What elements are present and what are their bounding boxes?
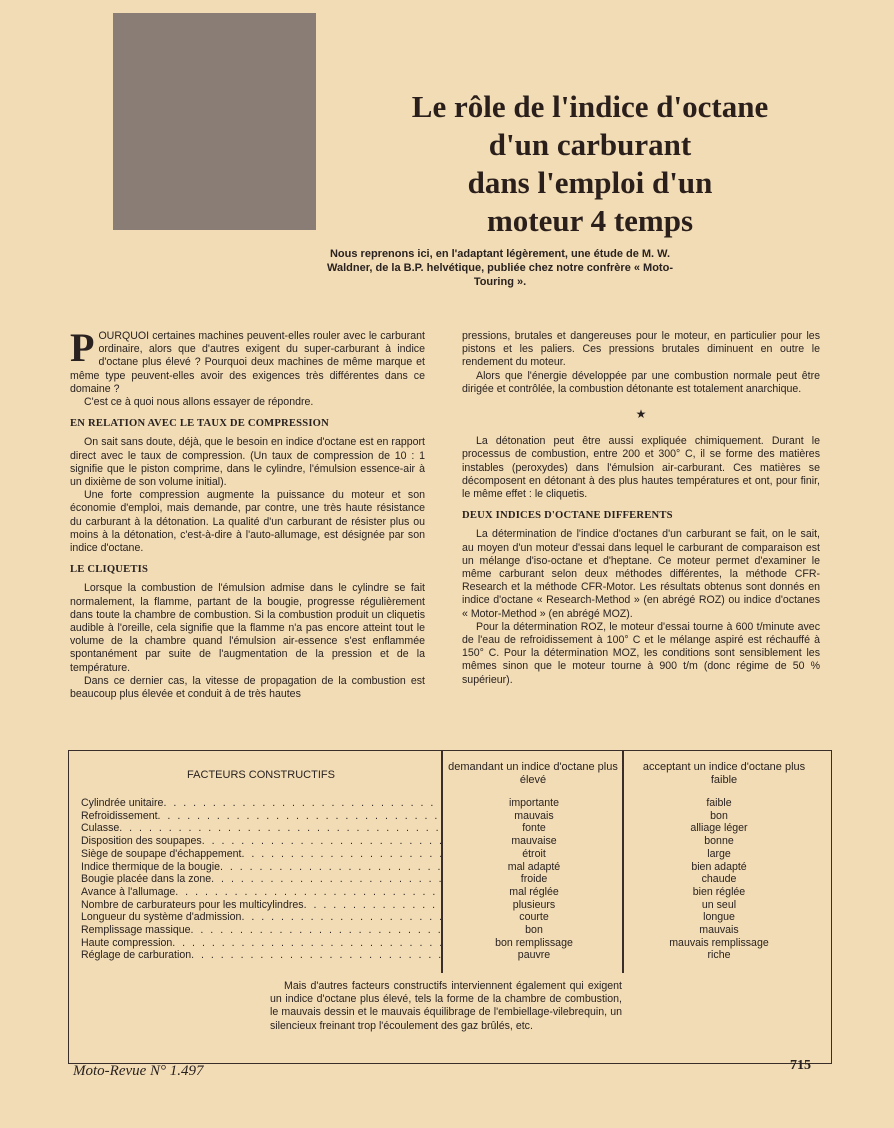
low-octane-value: mauvais — [699, 924, 739, 937]
low-octane-value: bonne — [704, 835, 734, 848]
low-octane-value: alliage léger — [690, 822, 748, 835]
factor-row — [81, 911, 441, 924]
factor-label: Refroidissement — [81, 809, 158, 822]
header-low: acceptant un indice d'octane plus faible — [642, 761, 806, 786]
footnote-text: Mais d'autres facteurs constructifs interviennent également qui exigent un indice d'octane plus élevé, tels la forme de la chambre de combustion, le mauvais dessin et le mauvais équilibrage de l'embiellage-vilebrequin, un silencieux freinant trop l'écoulement des gaz brûlés, etc. — [270, 980, 622, 1032]
factor-row — [81, 899, 441, 912]
dot-leader — [172, 937, 441, 950]
dot-leader — [163, 797, 441, 810]
paragraph: La détonation peut être aussi expliquée chimiquement. Durant le processus de combustion, entre 200 et 300° C, il se forme des matières instables (peroxydes) dans l'émulsion air-carburant. Ces matières se décomposent en détonant à des plus hautes températures et ont, pour finir, le même effet : le cliquetis. — [462, 435, 820, 501]
paragraph — [70, 325, 425, 396]
dot-leader — [175, 886, 441, 899]
low-octane-value: bien adapté — [691, 860, 747, 873]
high-octane-value: plusieurs — [512, 898, 556, 911]
dot-leader — [211, 873, 441, 886]
factor-row — [81, 886, 441, 899]
factor-row — [81, 949, 441, 962]
high-octane-value: bon — [525, 924, 543, 937]
factor-label: Culasse — [81, 822, 120, 835]
factor-label: Avance à l'allumage — [81, 885, 176, 898]
factor-label: Haute compression — [81, 936, 173, 949]
dot-leader — [241, 848, 441, 861]
paragraph: pressions, brutales et dangereuses pour le moteur, en particulier pour les pistons et les paliers. Ces pressions brutales diminuent en outre le rendement du moteur. — [462, 330, 820, 369]
factor-row — [81, 924, 441, 937]
factor-row — [81, 937, 441, 950]
dot-leader — [191, 924, 441, 937]
high-octane-list — [449, 797, 619, 962]
factor-label: Cylindrée unitaire — [81, 797, 164, 809]
paragraph: C'est ce à quoi nous allons essayer de répondre. — [84, 396, 314, 409]
section-heading: EN RELATION AVEC LE TAUX DE COMPRESSION — [70, 418, 329, 430]
low-octane-value: faible — [706, 797, 732, 809]
high-octane-value: mal réglée — [509, 885, 559, 898]
photo-placeholder — [113, 13, 316, 230]
high-octane-value: mauvaise — [511, 835, 557, 848]
factor-label: Nombre de carburateurs pour les multicylindres — [81, 898, 304, 911]
low-octane-value: large — [707, 847, 731, 860]
high-octane-value: importante — [508, 797, 560, 809]
factor-row — [81, 822, 441, 835]
article-title — [330, 88, 850, 240]
dot-leader — [202, 835, 441, 848]
factor-row — [81, 810, 441, 823]
factor-label: Réglage de carburation — [81, 949, 192, 962]
paragraph: Lorsque la combustion de l'émulsion admise dans le cylindre se fait normalement, la flamme, partant de la bougie, progresse régulièrement dans toute la chambre de combustion. Si la combustion produit un cliquetis audible à l'oreille, cela signifie que la flamme n'a pas encore atteint tout le volume de la chambre quand l'émulsion air-essence s'est enflammée spontanément par suite de l'augmentation de la pression et de la température. — [70, 582, 425, 674]
dot-leader — [191, 949, 441, 962]
high-octane-value: mauvais — [514, 809, 554, 822]
factor-row — [81, 848, 441, 861]
article-intro: Nous reprenons ici, en l'adaptant légèrement, une étude de M. W. Waldner, de la B.P. helvétique, publiée chez notre confrère « Moto-Touring ». — [327, 248, 673, 288]
table-divider — [441, 751, 443, 973]
factor-label: Indice thermique de la bougie — [81, 860, 220, 873]
star-separator: ★ — [635, 407, 647, 422]
high-octane-value: pauvre — [517, 949, 551, 962]
low-octane-value: chaude — [701, 873, 737, 886]
dot-leader — [158, 810, 441, 823]
high-octane-value: bon remplissage — [495, 936, 573, 949]
high-octane-value: mal adapté — [507, 860, 561, 873]
title-line-4: moteur 4 temps — [486, 203, 694, 238]
paragraph: La détermination de l'indice d'octanes d'un carburant se fait, on le sait, au moyen d'un moteur d'essai dans lequel le carburant de comparaison est un mélange d'iso-octane et d'heptane. Ce moteur permet d'examiner le même carburant selon deux méthodes différentes, la méthode CFR-Research et la méthode CFR-Motor. Les résultats obtenus sont donnés en indice d'octane « Research-Method » (en abrégé ROZ) ou indice d'octanes « Motor-Method » (en abrégé MOZ). — [462, 528, 820, 620]
factor-row — [81, 797, 441, 810]
table-footnote — [270, 980, 622, 1033]
paragraph-text: OURQUOI certaines machines peuvent-elles rouler avec le carburant ordinaire, alors que d'autres exigent du super-carburant à indice d'octane plus élevé ? Pourquoi deux machines de même marque et même type peuvent-elles avoir des exigences très différentes dans ce domaine ? — [70, 330, 425, 395]
low-octane-value: mauvais remplissage — [669, 936, 769, 949]
paragraph: On sait sans doute, déjà, que le besoin en indice d'octane est en rapport direct avec le taux de compression. (Un taux de compression de 10 : 1 signifie que le piston comprime, dans le cylindre, l'émulsion essence-air à un dixième de son volume initial). — [70, 436, 425, 489]
factor-label: Longueur du système d'admission — [81, 911, 242, 924]
dot-leader — [241, 911, 441, 924]
low-octane-value: bien réglée — [692, 885, 746, 898]
section-heading: LE CLIQUETIS — [70, 564, 149, 576]
factor-label: Siège de soupape d'échappement — [81, 847, 242, 860]
paragraph: Dans ce dernier cas, la vitesse de propagation de la combustion est beaucoup plus élevée et conduit à de très hautes — [70, 674, 425, 701]
low-octane-list — [624, 797, 814, 962]
drop-cap: P — [70, 325, 95, 370]
high-octane-value: étroit — [522, 847, 546, 860]
title-line-2: d'un carburant — [488, 127, 692, 162]
factor-row — [81, 835, 441, 848]
dot-leader — [119, 822, 441, 835]
high-octane-value: froide — [520, 873, 548, 886]
dot-leader — [220, 861, 441, 874]
factor-label: Disposition des soupapes — [81, 835, 202, 848]
low-octane-value: un seul — [701, 898, 737, 911]
page-number: 715 — [790, 1058, 811, 1073]
factor-row — [81, 873, 441, 886]
right-column — [462, 330, 820, 687]
left-column — [70, 325, 425, 701]
factor-row — [81, 861, 441, 874]
magazine-footer: Moto-Revue N° 1.497 — [73, 1063, 204, 1079]
high-octane-value: fonte — [522, 822, 546, 835]
section-heading: DEUX INDICES D'OCTANE DIFFERENTS — [462, 510, 673, 522]
factor-label: Remplissage massique — [81, 924, 191, 937]
factor-label: Bougie placée dans la zone — [81, 873, 212, 886]
header-factors: FACTEURS CONSTRUCTIFS — [187, 769, 335, 781]
low-octane-value: bon — [710, 809, 728, 822]
paragraph: Une forte compression augmente la puissance du moteur et son économie d'emploi, mais demande, par contre, une très haute résistance du carburant à la détonation. La qualité d'un carburant de résister plus ou moins à la détonation, c'est-à-dire à l'auto-allumage, est désignée par son indice d'octane. — [70, 489, 425, 555]
paragraph: Alors que l'énergie développée par une combustion normale peut être dirigée et contrôlée, la combustion détonante est totalement anarchique. — [462, 369, 820, 395]
high-octane-value: courte — [519, 911, 549, 924]
title-line-3: dans l'emploi d'un — [467, 165, 713, 200]
title-line-1: Le rôle de l'indice d'octane — [411, 89, 769, 124]
low-octane-value: longue — [703, 911, 735, 924]
factors-list — [81, 797, 441, 962]
low-octane-value: riche — [707, 949, 731, 962]
paragraph: Pour la détermination ROZ, le moteur d'essai tourne à 600 t/minute avec de l'eau de refroidissement à 100° C et le mélange aspiré est réchauffé à 150° C. Pour la détermination MOZ, les conditions sont sensiblement les mêmes sinon que le moteur tourne à 900 t/m (donc régime de 50 % supérieur). — [462, 620, 820, 686]
header-high: demandant un indice d'octane plus élevé — [448, 761, 618, 786]
dot-leader — [304, 899, 441, 912]
